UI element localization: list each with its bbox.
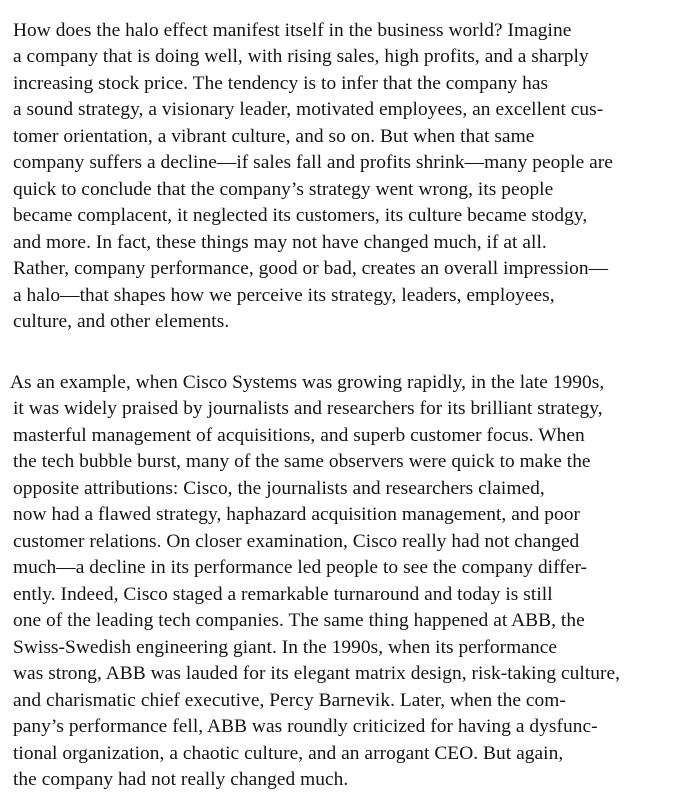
text-line: tomer orientation, a vibrant culture, and so on. But when that same xyxy=(13,126,535,147)
text-line: culture, and other elements. xyxy=(13,311,230,332)
text-line: a company that is doing well, with rising sales, high profits, and a sharply xyxy=(13,46,589,67)
text-line: As an example, when Cisco Systems was growing rapidly, in the late 1990s, xyxy=(10,372,605,393)
text-line: masterful management of acquisitions, and superb customer focus. When xyxy=(13,425,585,446)
text-line: became complacent, it neglected its customers, its culture became stodgy, xyxy=(13,205,588,226)
text-line: a sound strategy, a visionary leader, motivated employees, an excellent cus- xyxy=(13,99,604,120)
text-line: and charismatic chief executive, Percy Barnevik. Later, when the com- xyxy=(13,690,566,711)
text-line: and more. In fact, these things may not have changed much, if at all. xyxy=(13,232,547,253)
text-line: a halo—that shapes how we perceive its strategy, leaders, employees, xyxy=(13,285,555,306)
text-line: Rather, company performance, good or bad, creates an overall impression— xyxy=(13,258,609,279)
text-line: the company had not really changed much. xyxy=(13,769,349,790)
text-line: it was widely praised by journalists and researchers for its brilliant strategy, xyxy=(13,398,603,419)
text-line: increasing stock price. The tendency is to infer that the company has xyxy=(13,73,549,94)
text-line: much—a decline in its performance led people to see the company differ- xyxy=(13,557,588,578)
text-line: one of the leading tech companies. The same thing happened at ABB, the xyxy=(13,610,585,631)
text-line: company suffers a decline—if sales fall and profits shrink—many people are xyxy=(13,152,613,173)
text-line: pany’s performance fell, ABB was roundly criticized for having a dysfunc- xyxy=(13,716,598,737)
text-line: Swiss-Swedish engineering giant. In the 1990s, when its performance xyxy=(13,637,558,658)
text-line: quick to conclude that the company’s strategy went wrong, its people xyxy=(13,179,554,200)
text-line: the tech bubble burst, many of the same observers were quick to make the xyxy=(13,451,591,472)
text-line: How does the halo effect manifest itself in the business world? Imagine xyxy=(13,20,572,41)
text-line: tional organization, a chaotic culture, and an arrogant CEO. But again, xyxy=(13,743,564,764)
text-line: was strong, ABB was lauded for its elegant matrix design, risk-taking culture, xyxy=(13,663,621,684)
text-line: now had a flawed strategy, haphazard acquisition management, and poor xyxy=(13,504,581,525)
text-line: opposite attributions: Cisco, the journalists and researchers claimed, xyxy=(13,478,545,499)
text-line: ently. Indeed, Cisco staged a remarkable turnaround and today is still xyxy=(13,584,553,605)
text-line: customer relations. On closer examination, Cisco really had not changed xyxy=(13,531,580,552)
